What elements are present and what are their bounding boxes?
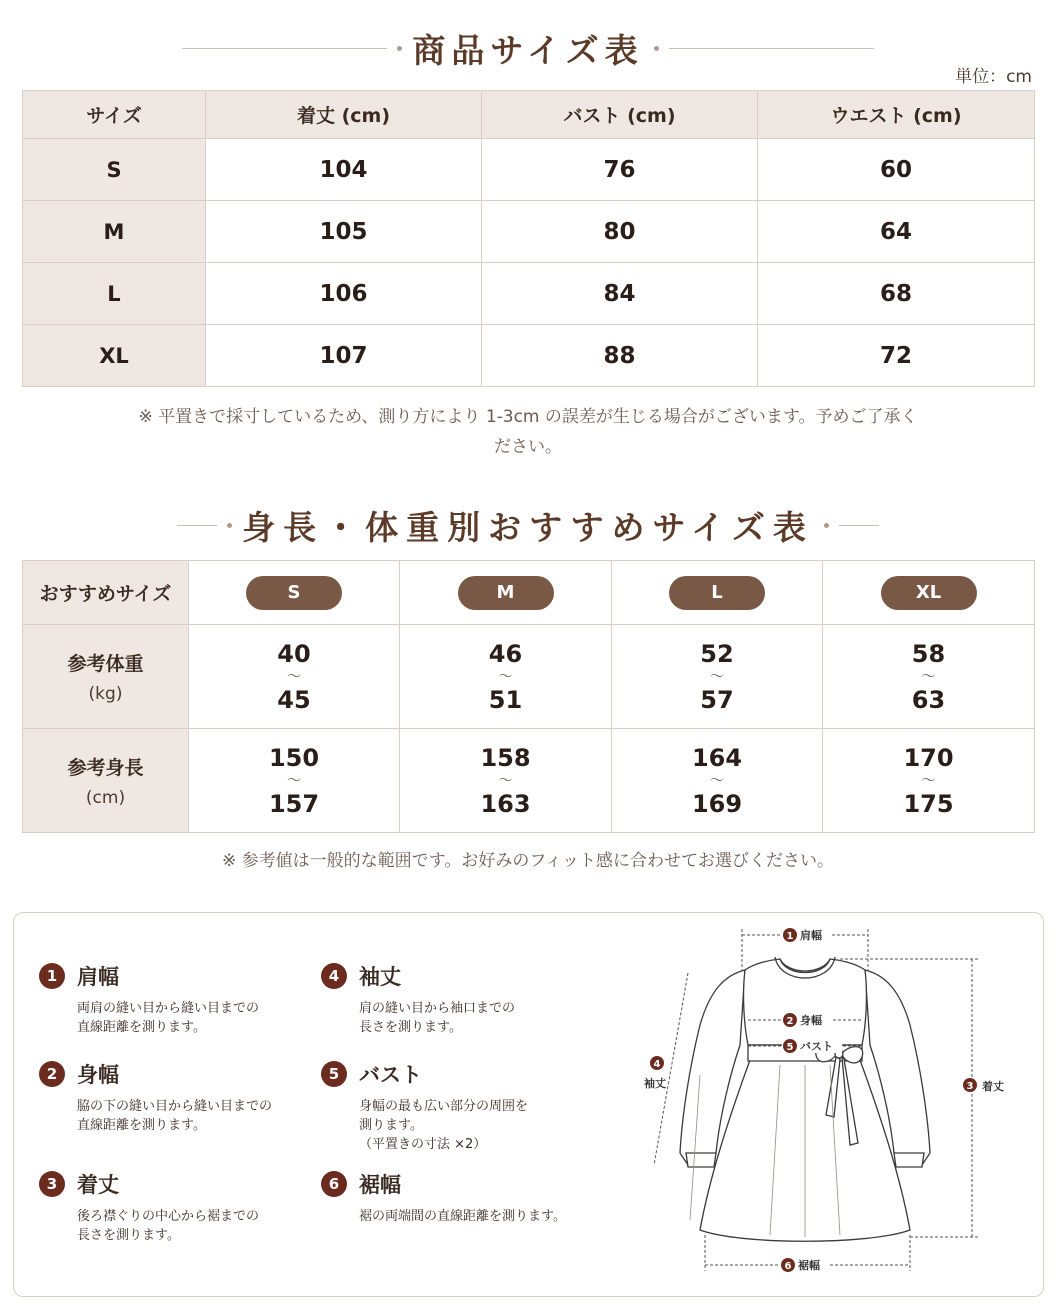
- svg-text:5: 5: [786, 1042, 794, 1053]
- guide-item-hem: [321, 1169, 581, 1226]
- height-range: [823, 743, 1034, 819]
- bust-cell: 84: [482, 263, 758, 325]
- weight-unit: (kg): [88, 684, 123, 704]
- recommend-table: [22, 560, 1035, 833]
- table-row: [23, 263, 1035, 325]
- guide-item-desc: 脇の下の縫い目から縫い目までの 直線距離を測ります。: [77, 1099, 273, 1133]
- number-badge: 3: [39, 1171, 65, 1197]
- range-tilde: ～: [710, 668, 724, 685]
- guide-item-shoulder: [39, 961, 299, 1037]
- range-max: 175: [903, 789, 954, 818]
- length-cell: 107: [206, 325, 482, 387]
- measurement-note-line1: ※ 平置きで採寸しているため、測り方により 1-3cm の誤差が生じる場合がございます。予めご了承く: [138, 407, 918, 427]
- size-table-header-row: [23, 91, 1035, 139]
- range-max: 51: [488, 685, 523, 714]
- range-tilde: ～: [287, 668, 301, 685]
- size-cell: XL: [23, 325, 206, 387]
- guide-item-desc: 肩の縫い目から袖口までの 長さを測ります。: [359, 1001, 516, 1035]
- dress-diagram: [630, 915, 1030, 1285]
- range-tilde: ～: [498, 668, 513, 685]
- guide-item-name: 裾幅: [359, 1173, 401, 1197]
- length-cell: 105: [206, 201, 482, 263]
- recommend-size-label: おすすめサイズ: [23, 561, 189, 625]
- guide-item-sleeve: [321, 961, 581, 1037]
- weight-range: [823, 639, 1034, 715]
- svg-text:3: 3: [966, 1081, 974, 1092]
- weight-range: [612, 639, 822, 715]
- height-range: [189, 743, 399, 819]
- height-row: [23, 729, 1035, 833]
- range-min: 150: [268, 743, 320, 772]
- guide-item-name: 着丈: [77, 1173, 119, 1197]
- range-min: 164: [691, 743, 743, 772]
- size-pill: L: [669, 576, 765, 610]
- guide-item-desc: 身幅の最も広い部分の周囲を 測ります。 （平置きの寸法 ×2）: [359, 1099, 529, 1152]
- measurement-note: [40, 402, 1016, 462]
- range-max: 63: [911, 685, 946, 714]
- range-max: 45: [277, 685, 311, 714]
- weight-row: [23, 625, 1035, 729]
- range-max: 57: [700, 685, 734, 714]
- range-min: 158: [480, 743, 531, 772]
- range-min: 58: [911, 639, 946, 668]
- title-dot-right: [654, 46, 659, 51]
- number-badge: 5: [321, 1061, 347, 1087]
- bust-cell: 80: [482, 201, 758, 263]
- table-row: [23, 325, 1035, 387]
- waist-cell: 60: [758, 139, 1035, 201]
- height-label: 参考身長: [67, 757, 144, 779]
- number-badge: 6: [321, 1171, 347, 1197]
- title-dot-left: [227, 523, 232, 528]
- unit-label: 単位：cm: [955, 67, 1032, 87]
- svg-text:4: 4: [653, 1059, 661, 1070]
- header-length: 着丈 (cm): [206, 91, 482, 139]
- guide-item-desc: 両肩の縫い目から縫い目までの 直線距離を測ります。: [77, 1001, 260, 1035]
- range-max: 163: [480, 789, 531, 818]
- guide-item-length: [39, 1169, 299, 1245]
- size-pill: M: [458, 576, 554, 610]
- recommend-table-title: 身長・体重別おすすめサイズ表: [242, 507, 814, 547]
- range-min: 170: [903, 743, 954, 772]
- range-tilde: ～: [710, 772, 724, 789]
- right-cuff: [894, 1153, 924, 1167]
- range-max: 157: [268, 789, 320, 818]
- guide-item-desc: 裾の両端間の直線距離を測ります。: [359, 1209, 566, 1224]
- table-row: [23, 139, 1035, 201]
- size-cell: S: [23, 139, 206, 201]
- title-dot-right: [824, 523, 829, 528]
- range-min: 46: [488, 639, 523, 668]
- title-divider-left: [177, 525, 217, 526]
- range-tilde: ～: [921, 668, 936, 685]
- recommend-table-title-row: [0, 502, 1056, 548]
- number-badge: 4: [321, 963, 347, 989]
- diagram-label-chest: 身幅: [800, 1014, 822, 1027]
- weight-label: 参考体重: [67, 653, 144, 675]
- weight-range: [400, 639, 611, 715]
- size-pill: XL: [881, 576, 977, 610]
- guide-item-desc: 後ろ襟ぐりの中心から裾までの 長さを測ります。: [77, 1209, 260, 1243]
- size-cell: M: [23, 201, 206, 263]
- measurement-note-line2: ださい。: [494, 437, 562, 457]
- diagram-label-sleeve: 袖丈: [644, 1077, 666, 1090]
- length-cell: 104: [206, 139, 482, 201]
- guide-item-name: 身幅: [77, 1063, 119, 1087]
- table-row: [23, 201, 1035, 263]
- height-unit: (cm): [85, 788, 126, 808]
- range-min: 52: [700, 639, 734, 668]
- svg-text:6: 6: [784, 1261, 792, 1272]
- title-divider-right: [839, 525, 879, 526]
- guide-item-chest: [39, 1059, 299, 1135]
- range-min: 40: [277, 639, 311, 668]
- guide-item-name: 肩幅: [77, 965, 119, 989]
- size-cell: L: [23, 263, 206, 325]
- header-waist: ウエスト (cm): [758, 91, 1035, 139]
- weight-range: [189, 639, 399, 715]
- size-table-title: 商品サイズ表: [412, 30, 644, 70]
- height-range: [612, 743, 822, 819]
- svg-text:2: 2: [786, 1016, 794, 1027]
- left-cuff: [686, 1153, 716, 1167]
- weight-label-cell: [23, 625, 189, 729]
- svg-text:1: 1: [786, 931, 794, 942]
- range-tilde: ～: [498, 772, 513, 789]
- header-size: サイズ: [23, 91, 206, 139]
- length-cell: 106: [206, 263, 482, 325]
- bust-cell: 88: [482, 325, 758, 387]
- diagram-label-bust: バスト: [800, 1040, 833, 1053]
- reference-note: ※ 参考値は一般的な範囲です。お好みのフィット感に合わせてお選びください。: [222, 851, 834, 871]
- waist-cell: 64: [758, 201, 1035, 263]
- title-divider-left: [182, 48, 387, 49]
- range-max: 169: [691, 789, 743, 818]
- waist-cell: 72: [758, 325, 1035, 387]
- guide-item-name: 袖丈: [359, 965, 401, 989]
- number-badge: 2: [39, 1061, 65, 1087]
- diagram-label-hem: 裾幅: [798, 1259, 820, 1272]
- guide-item-bust: [321, 1059, 581, 1154]
- diagram-label-length: 着丈: [982, 1080, 1004, 1093]
- range-tilde: ～: [287, 772, 301, 789]
- height-range: [400, 743, 611, 819]
- size-table-title-row: [0, 26, 1056, 70]
- height-label-cell: [23, 729, 189, 833]
- recommend-size-row: [23, 561, 1035, 625]
- waist-cell: 68: [758, 263, 1035, 325]
- bust-cell: 76: [482, 139, 758, 201]
- size-pill: S: [246, 576, 342, 610]
- title-divider-right: [669, 48, 874, 49]
- title-dot-left: [397, 46, 402, 51]
- diagram-label-shoulder: 肩幅: [800, 929, 822, 942]
- header-bust: バスト (cm): [482, 91, 758, 139]
- guide-item-name: バスト: [359, 1063, 422, 1087]
- range-tilde: ～: [921, 772, 936, 789]
- size-table: [22, 90, 1035, 387]
- number-badge: 1: [39, 963, 65, 989]
